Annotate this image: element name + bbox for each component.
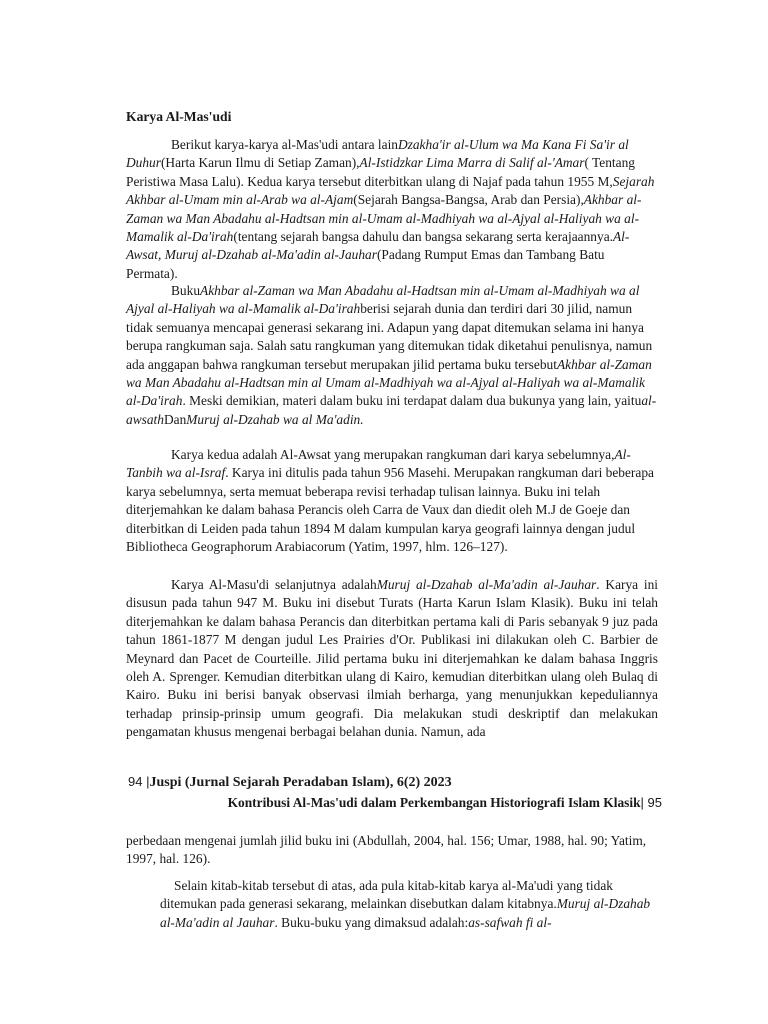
book-title: as-safwah fi al- xyxy=(468,914,552,930)
book-title: Al-Awsat, Muruj al-Dzahab al-Ma'adin al-Jauhar xyxy=(126,229,630,263)
text-segment: ( Tentang Peristiwa Masa Lalu). Kedua karya tersebut diterbitkan ulang di Najaf pada tahun 1955 M, xyxy=(126,155,635,189)
text-segment: (Sejarah Bangsa-Bangsa, Arab dan Persia), xyxy=(353,192,584,208)
book-title: Dzakha'ir al-Ulum wa Ma Kana Fi Sa'ir al Duhur xyxy=(126,137,629,171)
journal-title: Juspi (Jurnal Sejarah Peradaban Islam), 6(2) 2023 xyxy=(149,775,452,790)
text-segment: . Karya ini disusun pada tahun 947 M. Buku ini disebut Turats (Harta Karun Islam Klasik). Buku ini telah diterjemahkan ke dalam bahasa Perancis dan diterbitkan pertama kali di Paris sebanyak 9 juz pada tahun 1861-1877 M dengan judul Les Prairies d'Or. Publikasi ini dilakukan oleh C. Barbier de Meynard dan Pacet de Courteille. Jilid pertama buku ini diterjemahkan ke dalam bahasa Inggris oleh A. Sprenger. Kemudian diterbitkan ulang di Kairo, kemudian diterbitkan ulang oleh Bulaq di Kairo. Buku ini berisi banyak observasi ilmiah berharga, yang menunjukkan kepeduliannya terhadap prinsip-prinsip umum geografi. Dia melakukan studi deskriptif dan melakukan pengamatan khusus mengenai berbagai belahan dunia. Namun, ada xyxy=(126,577,659,740)
text-segment: (Harta Karun Ilmu di Setiap Zaman), xyxy=(160,155,360,171)
text-segment: Karya Al-Masu'di selanjutnya adalah xyxy=(171,577,377,592)
book-title: Al-Istidzkar Lima Marra di Salif al-'Amar xyxy=(359,155,585,171)
book-title: Sejarah Akhbar al-Umam min al-Arab wa al-Ajam xyxy=(126,173,655,208)
page-footer xyxy=(128,773,452,792)
text-segment: Buku xyxy=(171,283,201,298)
paragraph-3 xyxy=(126,446,658,556)
footer-separator: | xyxy=(142,774,150,789)
book-title: Muruj al-Dzahab wa al Ma'adin. xyxy=(186,411,364,427)
header-separator: | xyxy=(640,795,648,810)
book-title: Akhbar al-Zaman wa Man Abadahu al-Hadtsan min al-Umam al-Madhiyah wa al Ajyal al-Haliyah wa al-Mamalik al-Da'irah xyxy=(126,283,640,317)
text-segment: . Karya ini ditulis pada tahun 956 Masehi. Merupakan rangkuman dari beberapa karya sebelumnya, serta memuat beberapa revisi terhadap tulisan lainnya. Buku ini telah diterjemahkan ke dalam bahasa Perancis oleh Carra de Vaux dan diedit oleh M.J de Goeje dan diterbitkan di Leiden pada tahun 1894 M dalam kumpulan karya geografi lainnya dengan judul Bibliotheca Geographorum Arabiacorum (Yatim, 1997, hlm. 126–127). xyxy=(126,465,654,555)
section-heading: Karya Al-Mas'udi xyxy=(126,109,232,124)
book-title: Muruj al-Dzahab al-Ma'adin al-Jauhar xyxy=(376,577,597,592)
book-title: Akhbar al-Zaman wa Man Abadahu al-Hadtsan min al-Umam al-Madhiyah wa al-Ajyal al-Haliyah wa al-Mamalik al-Da'irah xyxy=(126,192,642,245)
text-segment: (tentang sejarah bangsa dahulu dan bangsa sekarang serta kerajaannya. xyxy=(233,229,613,245)
running-title: Kontribusi Al-Mas'udi dalam Perkembangan Historiografi Islam Klasik xyxy=(227,795,641,810)
paragraph-4 xyxy=(126,576,658,742)
paragraph-1 xyxy=(126,136,658,283)
page-header xyxy=(228,794,662,812)
page-number: 94 xyxy=(128,774,143,789)
text-segment: Karya kedua adalah Al-Awsat yang merupakan rangkuman dari karya sebelumnya, xyxy=(171,447,615,462)
book-title: al-awsath xyxy=(126,393,657,427)
book-title: Muruj al-Dzahab al-Ma'adin al Jauhar xyxy=(160,896,651,930)
text-segment: Selain kitab-kitab tersebut di atas, ada pula kitab-kitab karya al-Ma'udi yang tidak ditemukan pada generasi sekarang, melainkan disebutkan dalam kitabnya. xyxy=(160,878,613,912)
book-title: Al-Tanbih wa al-Israf xyxy=(126,447,631,481)
text-segment: Berikut karya-karya al-Mas'udi antara lain xyxy=(171,137,398,152)
text-segment: (Padang Rumput Emas dan Tambang Batu Permata). xyxy=(126,247,605,281)
text-segment: . Meski demikian, materi dalam buku ini terdapat dalam dua bukunya yang lain, yaitu xyxy=(182,393,642,409)
text-segment: . Buku-buku yang dimaksud adalah: xyxy=(274,914,469,930)
page-number: 95 xyxy=(647,795,662,810)
paragraph-2 xyxy=(126,282,658,429)
text-segment: Dan xyxy=(163,411,187,427)
continued-paragraph: perbedaan mengenai jumlah jilid buku ini (Abdullah, 2004, hal. 156; Umar, 1988, hal. 90; Yatim, 1997, hal. 126). xyxy=(126,833,647,867)
paragraph-5 xyxy=(160,877,660,932)
book-title: Akhbar al-Zaman wa Man Abadahu al-Hadtsan min al Umam al-Madhiyah wa al-Ajyal al-Haliyah wa al-Mamalik al-Da'irah xyxy=(126,356,652,409)
text-segment: berisi sejarah dunia dan terdiri dari 30 jilid, namun tidak semuanya mencapai generasi sekarang ini. Adapun yang dapat ditemukan selama ini hanya berupa rangkuman saja. Salah satu rangkuman yang ditemukan tidak diketahui penulisnya, namun ada anggapan bahwa rangkuman tersebut merupakan jilid pertama buku tersebut xyxy=(126,301,653,372)
